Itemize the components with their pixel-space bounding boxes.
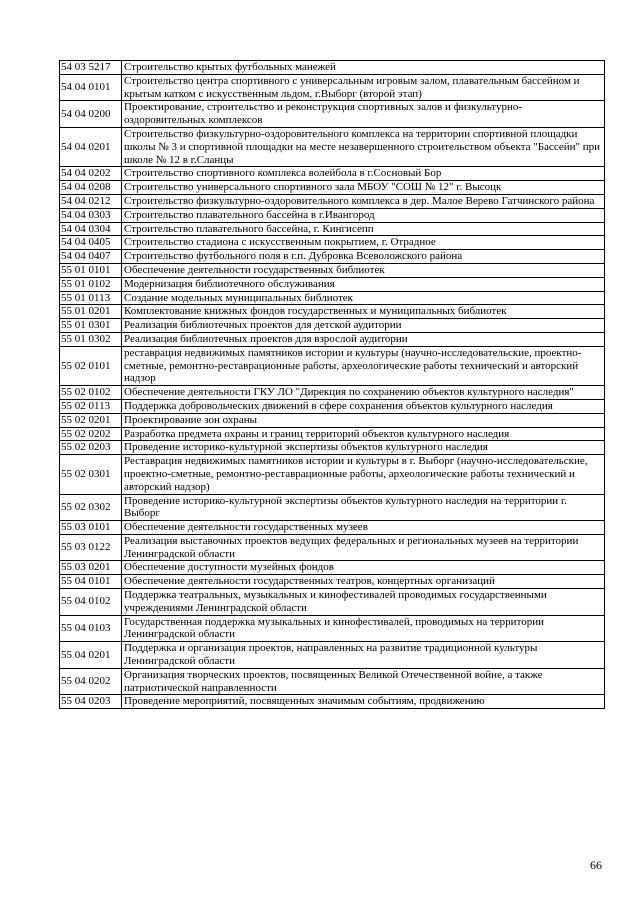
table-row (60, 413, 605, 427)
table-row (60, 494, 605, 521)
row-description-cell: Строительство физкультурно-оздоровительного комплекса на территории спортивной площадки школы № 3 и спортивной площадки на месте незавершенного строительством объекта "Бассейн" при школе № 12 в г.Сланцы (122, 127, 605, 166)
table-row (60, 642, 605, 669)
row-description-cell: Строительство футбольного поля в г.п. Дубровка Всеволожского района (122, 250, 605, 264)
row-description-cell: Поддержка театральных, музыкальных и кинофестивалей проводимых государственными учреждениями Ленинградской области (122, 589, 605, 616)
table-row (60, 346, 605, 385)
table-row (60, 61, 605, 75)
table-row (60, 194, 605, 208)
table-row (60, 250, 605, 264)
row-description-cell: Строительство стадиона с искусственным покрытием, г. Отрадное (122, 236, 605, 250)
table-row (60, 561, 605, 575)
row-description-cell: Строительство спортивного комплекса волейбола в г.Сосновый Бор (122, 167, 605, 181)
row-code-cell: 55 03 0101 (60, 521, 122, 535)
table-row (60, 101, 605, 128)
row-code-cell: 55 01 0113 (60, 291, 122, 305)
table-row (60, 181, 605, 195)
table-row (60, 455, 605, 494)
table-row (60, 74, 605, 101)
row-description-cell: Проведение мероприятий, посвященных значимым событиям, продвижению (122, 695, 605, 709)
table-row (60, 208, 605, 222)
row-code-cell: 55 01 0201 (60, 305, 122, 319)
table-row (60, 427, 605, 441)
row-code-cell: 55 04 0102 (60, 589, 122, 616)
row-code-cell: 54 04 0208 (60, 181, 122, 195)
table-row (60, 534, 605, 561)
row-description-cell: Поддержка добровольческих движений в сфере сохранения объектов культурного наследия (122, 399, 605, 413)
row-code-cell: 55 04 0101 (60, 575, 122, 589)
row-description-cell: Реализация библиотечных проектов для взрослой аудитории (122, 332, 605, 346)
row-description-cell: Государственная поддержка музыкальных и кинофестивалей, проводимых на территории Ленинградской области (122, 615, 605, 642)
table-row (60, 441, 605, 455)
row-description-cell: Проектирование зон охраны (122, 413, 605, 427)
row-description-cell: Организация творческих проектов, посвященных Великой Отечественной войне, а также патриотической направленности (122, 668, 605, 695)
row-description-cell: Строительство плавательного бассейна в г.Ивангород (122, 208, 605, 222)
row-code-cell: 55 01 0302 (60, 332, 122, 346)
row-description-cell: Проектирование, строительство и реконструкция спортивных залов и физкультурно-оздоровительных комплексов (122, 101, 605, 128)
table-row (60, 575, 605, 589)
row-description-cell: Строительство физкультурно-оздоровительного комплекса в дер. Малое Верево Гатчинского района (122, 194, 605, 208)
row-description-cell: Строительство плавательного бассейна, г. Кингисепп (122, 222, 605, 236)
page-number: 66 (590, 858, 602, 872)
row-code-cell: 54 04 0304 (60, 222, 122, 236)
row-code-cell: 55 01 0102 (60, 277, 122, 291)
row-code-cell: 54 04 0101 (60, 74, 122, 101)
row-description-cell: Разработка предмета охраны и границ территорий объектов культурного наследия (122, 427, 605, 441)
row-code-cell: 55 02 0202 (60, 427, 122, 441)
row-code-cell: 55 04 0202 (60, 668, 122, 695)
row-code-cell: 54 04 0200 (60, 101, 122, 128)
row-description-cell: Строительство центра спортивного с универсальным игровым залом, плавательным бассейном и крытым катком с искусственным льдом, г.Выборг (второй этап) (122, 74, 605, 101)
row-code-cell: 54 04 0201 (60, 127, 122, 166)
row-code-cell: 55 04 0103 (60, 615, 122, 642)
row-code-cell: 54 04 0212 (60, 194, 122, 208)
row-code-cell: 55 01 0101 (60, 263, 122, 277)
row-description-cell: Обеспечение доступности музейных фондов (122, 561, 605, 575)
row-code-cell: 54 04 0405 (60, 236, 122, 250)
table-row (60, 695, 605, 709)
row-description-cell: Строительство крытых футбольных манежей (122, 61, 605, 75)
row-code-cell: 55 02 0301 (60, 455, 122, 494)
row-description-cell: Комплектование книжных фондов государственных и муниципальных библиотек (122, 305, 605, 319)
row-description-cell: Реставрация недвижимых памятников истории и культуры в г. Выборг (научно-исследовательские, проектно-сметные, ремонтно-реставрационные работы, археологические работы технический и авторский надзор) (122, 455, 605, 494)
budget-code-table (59, 60, 605, 709)
table-row (60, 127, 605, 166)
row-code-cell: 55 03 0201 (60, 561, 122, 575)
row-description-cell: Проведение историко-культурной экспертизы объектов культурного наследия (122, 441, 605, 455)
row-code-cell: 55 02 0203 (60, 441, 122, 455)
row-code-cell: 55 02 0302 (60, 494, 122, 521)
row-code-cell: 55 02 0101 (60, 346, 122, 385)
row-code-cell: 55 04 0201 (60, 642, 122, 669)
row-description-cell: реставрация недвижимых памятников истории и культуры (научно-исследовательские, проектно-сметные, ремонтно-реставрационные работы, археологические работы технический и авторский надзор (122, 346, 605, 385)
table-row (60, 386, 605, 400)
row-code-cell: 55 02 0102 (60, 386, 122, 400)
table-row (60, 615, 605, 642)
row-code-cell: 55 01 0301 (60, 319, 122, 333)
table-row (60, 521, 605, 535)
table-row (60, 332, 605, 346)
row-description-cell: Строительство универсального спортивного зала МБОУ "СОШ № 12" г. Высоцк (122, 181, 605, 195)
row-description-cell: Создание модельных муниципальных библиотек (122, 291, 605, 305)
row-code-cell: 54 04 0407 (60, 250, 122, 264)
row-description-cell: Проведение историко-культурной экспертизы объектов культурного наследия на территории г. Выборг (122, 494, 605, 521)
table-body (60, 61, 605, 709)
row-description-cell: Обеспечение деятельности государственных театров, концертных организаций (122, 575, 605, 589)
row-description-cell: Модернизация библиотечного обслуживания (122, 277, 605, 291)
row-code-cell: 55 03 0122 (60, 534, 122, 561)
table-row (60, 399, 605, 413)
table-row (60, 236, 605, 250)
table-row (60, 589, 605, 616)
row-description-cell: Обеспечение деятельности государственных музеев (122, 521, 605, 535)
table-row (60, 668, 605, 695)
table-row (60, 291, 605, 305)
row-code-cell: 54 04 0202 (60, 167, 122, 181)
row-description-cell: Реализация библиотечных проектов для детской аудитории (122, 319, 605, 333)
row-code-cell: 54 03 5217 (60, 61, 122, 75)
row-description-cell: Обеспечение деятельности ГКУ ЛО "Дирекция по сохранению объектов культурного наследия" (122, 386, 605, 400)
table-row (60, 222, 605, 236)
row-description-cell: Обеспечение деятельности государственных библиотек (122, 263, 605, 277)
row-description-cell: Поддержка и организация проектов, направленных на развитие традиционной культуры Ленинградской области (122, 642, 605, 669)
row-description-cell: Реализация выставочных проектов ведущих федеральных и региональных музеев на территории Ленинградской области (122, 534, 605, 561)
table-row (60, 167, 605, 181)
row-code-cell: 55 02 0113 (60, 399, 122, 413)
table-row (60, 305, 605, 319)
table-row (60, 319, 605, 333)
table-row (60, 277, 605, 291)
row-code-cell: 54 04 0303 (60, 208, 122, 222)
row-code-cell: 55 04 0203 (60, 695, 122, 709)
table-row (60, 263, 605, 277)
row-code-cell: 55 02 0201 (60, 413, 122, 427)
